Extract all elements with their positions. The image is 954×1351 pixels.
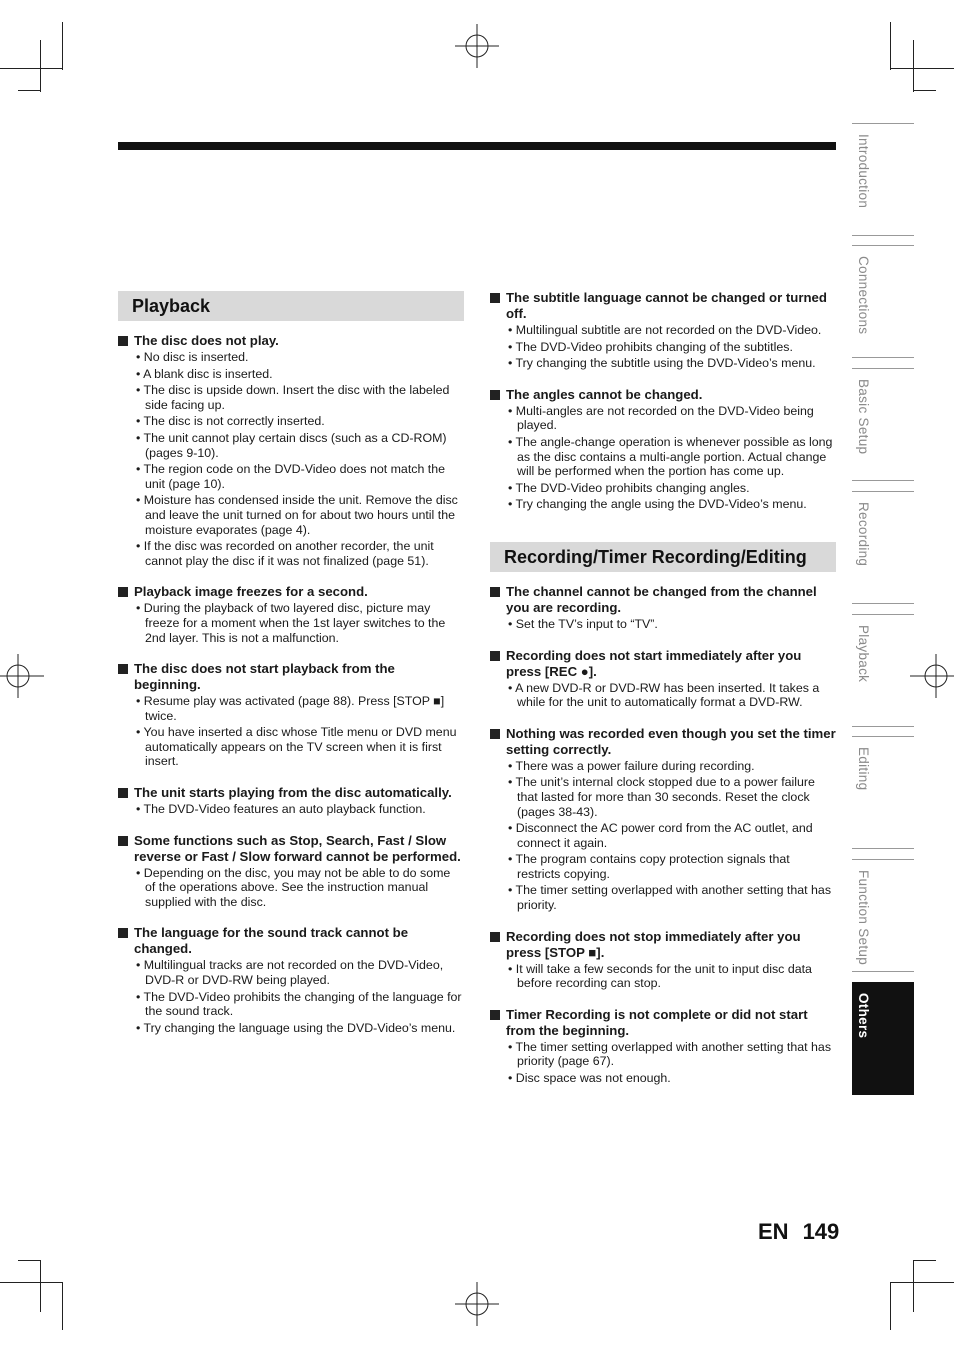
- bullet-item: • The DVD-Video prohibits the changing of the language for the sound track.: [136, 989, 462, 1019]
- bullet-item: • During the playback of two layered disc, picture may freeze for a moment when the 1st layer switches to the 2nd layer. This is not a malfunction.: [136, 601, 446, 645]
- tab-label: Others: [856, 993, 871, 1039]
- bullet-item: • The disc is not correctly inserted.: [136, 414, 325, 429]
- issue-title-text: The subtitle language cannot be changed or turned off.: [506, 290, 827, 321]
- issue-title-text: The angles cannot be changed.: [506, 386, 703, 402]
- issue-item: [490, 1007, 836, 1086]
- square-bullet-icon: [490, 1010, 500, 1020]
- crop-mark: [913, 1260, 936, 1261]
- square-bullet-icon: [118, 587, 128, 597]
- tab-label: Basic Setup: [856, 379, 871, 455]
- issue-title: [118, 785, 464, 801]
- tab-label: Recording: [856, 502, 871, 567]
- registration-mark-icon: [910, 654, 954, 698]
- bullet-item: • Multi-angles are not recorded on the DVD-Video being played.: [508, 403, 814, 433]
- section-title-recording: Recording/Timer Recording/Editing: [490, 542, 836, 572]
- square-bullet-icon: [118, 664, 128, 674]
- issue-item: [118, 584, 464, 645]
- issue-title: [118, 833, 464, 865]
- square-bullet-icon: [490, 587, 500, 597]
- issue-list: [118, 333, 464, 1035]
- tab-function-setup: [852, 859, 914, 972]
- bullet-item: • The region code on the DVD-Video does not match the unit (page 10).: [136, 462, 446, 491]
- tab-label: Connections: [856, 256, 871, 335]
- issue-title: [490, 1007, 836, 1039]
- bullet-item: • Disconnect the AC power cord from the AC outlet, and connect it again.: [508, 821, 813, 850]
- tab-editing: [852, 736, 914, 849]
- crop-mark: [890, 1282, 954, 1283]
- left-column: [118, 291, 464, 1051]
- tab-label: Introduction: [856, 134, 871, 209]
- section-title-playback: Playback: [118, 291, 464, 321]
- crop-mark: [913, 90, 936, 91]
- crop-mark: [18, 1260, 41, 1261]
- issue-title-text: The language for the sound track cannot be changed.: [134, 925, 409, 957]
- language-code: EN: [758, 1219, 789, 1244]
- issue-item: [118, 333, 464, 568]
- issue-item: [490, 387, 836, 512]
- tab-introduction: [852, 123, 914, 236]
- registration-mark-icon: [455, 24, 499, 68]
- bullet-item: • You have inserted a disc whose Title menu or DVD menu automatically appears on the TV screen when it is first insert.: [136, 725, 457, 769]
- issue-item: [118, 785, 464, 817]
- issue-item: [118, 833, 464, 910]
- bullet-item: • The DVD-Video prohibits changing of the subtitles.: [508, 339, 793, 354]
- bullet-item: • The angle-change operation is whenever possible as long as the disc contains a multi-angle portion. Actual change will be performed when the portion has come up.: [508, 434, 833, 479]
- bullet-item: • If the disc was recorded on another recorder, the unit cannot play the disc if it was not finalized (page 51).: [136, 539, 434, 568]
- crop-mark: [0, 1282, 63, 1283]
- crop-mark: [40, 1260, 41, 1312]
- bullet-item: • The program contains copy protection signals that restricts copying.: [508, 852, 790, 881]
- header-rule: [118, 142, 836, 150]
- bullet-item: • There was a power failure during recording.: [508, 758, 755, 773]
- bullet-item: • Try changing the subtitle using the DVD-Video’s menu.: [508, 356, 816, 371]
- square-bullet-icon: [490, 651, 500, 661]
- tab-basic-setup: [852, 368, 914, 481]
- issue-title-text: The unit starts playing from the disc automatically.: [134, 785, 452, 801]
- registration-mark-icon: [455, 1282, 499, 1326]
- crop-mark: [40, 40, 41, 92]
- bullet-item: • Resume play was activated (page 88). Press [STOP ■] twice.: [136, 694, 445, 723]
- tab-others: [852, 982, 914, 1095]
- bullet-item: • Moisture has condensed inside the unit. Remove the disc and leave the unit turned on for about two hours until the moisture evaporates (page 4).: [136, 493, 458, 537]
- issue-title-text: Nothing was recorded even though you set the timer setting correctly.: [506, 725, 836, 757]
- square-bullet-icon: [490, 390, 500, 400]
- issue-title: [118, 661, 464, 693]
- registration-mark-icon: [0, 654, 44, 698]
- issue-item: [490, 584, 836, 632]
- bullet-item: • It will take a few seconds for the unit to input disc data before recording can stop.: [508, 961, 812, 991]
- crop-mark: [62, 1282, 63, 1330]
- bullet-item: • The unit’s internal clock stopped due to a power failure that lasted for more than 30 seconds. Reset the clock (pages 38-43).: [508, 775, 815, 819]
- issue-title: [118, 333, 464, 349]
- issue-title: [118, 925, 464, 957]
- crop-mark: [890, 1282, 891, 1330]
- bullet-item: • A new DVD-R or DVD-RW has been inserted. It takes a while for the unit to automatically format a DVD-RW.: [508, 680, 820, 710]
- issue-item: [490, 648, 836, 710]
- issue-title: [490, 648, 836, 680]
- bullet-item: • Set the TV’s input to “TV”.: [508, 616, 658, 631]
- crop-mark: [890, 68, 954, 69]
- issue-item: [490, 726, 836, 913]
- crop-mark: [0, 68, 63, 69]
- bullet-item: • Depending on the disc, you may not be able to do some of the operations above. See the instruction manual supplied with the disc.: [136, 865, 451, 909]
- issue-title: [118, 584, 464, 600]
- square-bullet-icon: [118, 928, 128, 938]
- issue-list: [490, 584, 836, 1086]
- issue-title-text: The channel cannot be changed from the channel you are recording.: [506, 583, 817, 615]
- issue-title: [490, 584, 836, 616]
- square-bullet-icon: [118, 836, 128, 846]
- square-bullet-icon: [118, 788, 128, 798]
- issue-title: [490, 726, 836, 758]
- issue-title-text: Timer Recording is not complete or did not start from the beginning.: [506, 1006, 808, 1038]
- bullet-item: • Multilingual tracks are not recorded on the DVD-Video, DVD-R or DVD-RW being played.: [136, 958, 444, 988]
- issue-item: [118, 925, 464, 1035]
- bullet-item: • Try changing the language using the DVD-Video’s menu.: [136, 1020, 456, 1035]
- tab-connections: [852, 245, 914, 358]
- bullet-item: • Try changing the angle using the DVD-Video’s menu.: [508, 497, 807, 512]
- crop-mark: [18, 90, 41, 91]
- bullet-item: • Disc space was not enough.: [508, 1071, 671, 1086]
- right-column: [490, 290, 836, 1102]
- issue-title: [490, 929, 836, 961]
- page-number-value: 149: [802, 1219, 840, 1244]
- tab-playback: [852, 614, 914, 727]
- bullet-item: • The DVD-Video prohibits changing angles.: [508, 480, 750, 495]
- square-bullet-icon: [490, 932, 500, 942]
- issue-title: [490, 290, 836, 322]
- page-number: [758, 1219, 839, 1245]
- issue-title-text: Playback image freezes for a second.: [134, 584, 368, 600]
- bullet-item: • The timer setting overlapped with another setting that has priority (page 67).: [508, 1039, 832, 1069]
- bullet-item: • The timer setting overlapped with another setting that has priority.: [508, 883, 832, 913]
- crop-mark: [62, 22, 63, 70]
- square-bullet-icon: [118, 336, 128, 346]
- crop-mark: [913, 40, 914, 92]
- issue-title-text: Recording does not start immediately after you press [REC ●].: [506, 647, 802, 679]
- bullet-item: • The disc is upside down. Insert the disc with the labeled side facing up.: [136, 383, 450, 412]
- bullet-item: • The DVD-Video features an auto playback function.: [136, 802, 426, 817]
- issue-title-text: Recording does not stop immediately after you press [STOP ■].: [506, 928, 801, 960]
- issue-title: [490, 387, 836, 403]
- issue-title-text: The disc does not start playback from the beginning.: [134, 661, 395, 693]
- bullet-item: • A blank disc is inserted.: [136, 366, 273, 381]
- bullet-item: • No disc is inserted.: [136, 350, 249, 364]
- issue-list: [490, 290, 836, 512]
- tab-label: Function Setup: [856, 870, 871, 966]
- issue-item: [118, 661, 464, 769]
- tab-label: Playback: [856, 625, 871, 683]
- crop-mark: [890, 22, 891, 70]
- square-bullet-icon: [490, 293, 500, 303]
- square-bullet-icon: [490, 729, 500, 739]
- issue-title-text: Some functions such as Stop, Search, Fast / Slow reverse or Fast / Slow forward cannot be performed.: [134, 832, 461, 864]
- issue-item: [490, 929, 836, 991]
- tab-recording: [852, 491, 914, 604]
- crop-mark: [913, 1260, 914, 1312]
- issue-item: [490, 290, 836, 371]
- bullet-item: • Multilingual subtitle are not recorded on the DVD-Video.: [508, 323, 822, 337]
- bullet-item: • The unit cannot play certain discs (such as a CD-ROM) (pages 9-10).: [136, 430, 447, 460]
- tab-label: Editing: [856, 747, 871, 791]
- issue-title-text: The disc does not play.: [134, 333, 279, 348]
